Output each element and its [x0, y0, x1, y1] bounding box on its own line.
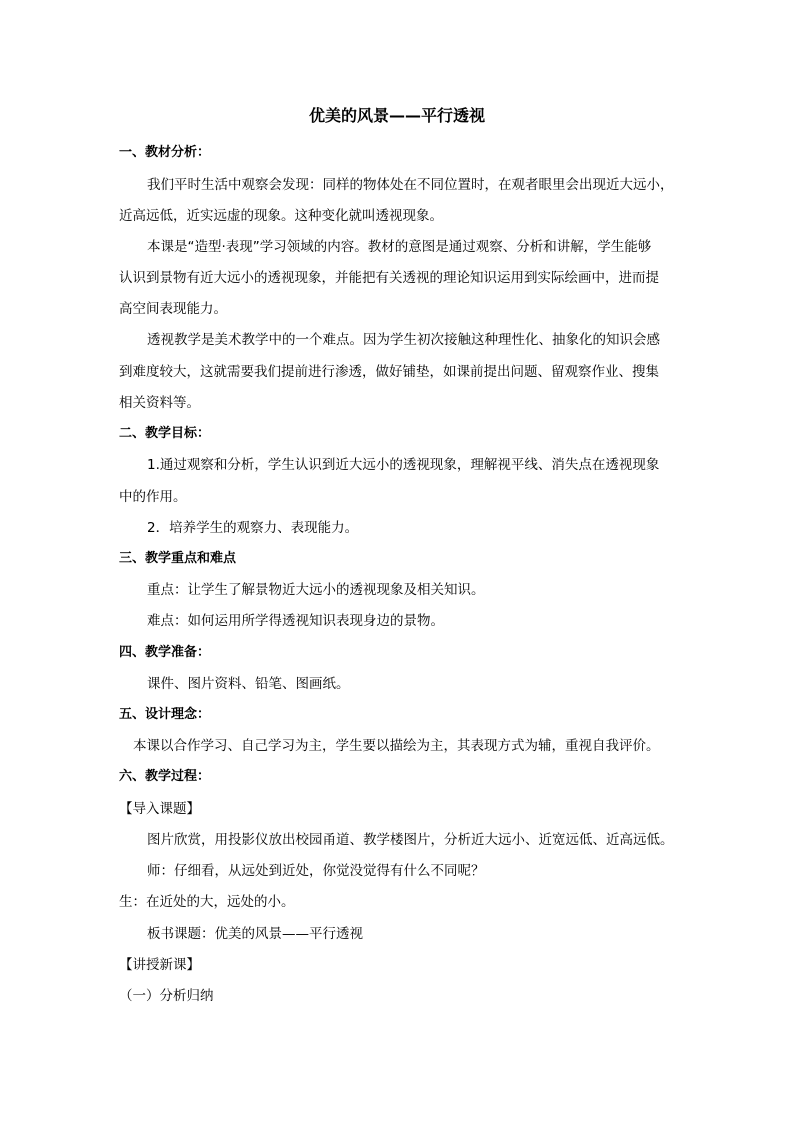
paragraph-line: 透视教学是美术教学中的一个难点。因为学生初次接触这种理性化、抽象化的知识会感 — [147, 332, 660, 348]
paragraph-line: 我们平时生活中观察会发现：同样的物体处在不同位置时，在观者眼里会出现近大远小， — [147, 177, 674, 193]
subheading-new-lesson: 【讲授新课】 — [119, 957, 200, 973]
paragraph-line: 到难度较大，这就需要我们提前进行渗透，做好铺垫，如课前提出问题、留观察作业、搜集 — [119, 364, 659, 380]
paragraph-line: 板书课题：优美的风景——平行透视 — [147, 926, 363, 942]
paragraph-line: 1.通过观察和分析，学生认识到近大远小的透视现象，理解视平线、消失点在透视现象 — [147, 457, 660, 473]
section-heading-process: 六、教学过程： — [119, 769, 211, 784]
section-heading-key-points: 三、教学重点和难点 — [119, 551, 237, 566]
paragraph-line: 近高远低，近实远虚的现象。这种变化就叫透视现象。 — [119, 208, 443, 224]
paragraph-line: 认识到景物有近大远小的透视现象，并能把有关透视的理论知识运用到实际绘画中，进而提 — [119, 270, 659, 286]
paragraph-line: 重点：让学生了解景物近大远小的透视现象及相关知识。 — [147, 582, 485, 598]
section-heading-preparation: 四、教学准备： — [119, 645, 211, 660]
subheading-analysis-summary: （一）分析归纳 — [119, 988, 214, 1004]
paragraph-line: 相关资料等。 — [119, 395, 200, 411]
paragraph-line: 生：在近处的大，远处的小。 — [119, 894, 295, 910]
paragraph-line: 难点：如何运用所学得透视知识表现身边的景物。 — [147, 613, 444, 629]
paragraph-line: 本课是“造型·表现”学习领域的内容。教材的意图是通过观察、分析和讲解，学生能够 — [147, 239, 652, 255]
paragraph-line: 课件、图片资料、铅笔、图画纸。 — [147, 676, 350, 692]
section-heading-analysis: 一、教材分析： — [119, 145, 211, 160]
paragraph-line: 中的作用。 — [119, 489, 187, 505]
paragraph-line: 高空间表现能力。 — [119, 301, 227, 317]
subheading-introduction: 【导入课题】 — [119, 801, 200, 817]
paragraph-line: 师：仔细看，从远处到近处，你觉没觉得有什么不同呢？ — [147, 863, 485, 879]
section-heading-objectives: 二、教学目标： — [119, 426, 211, 441]
document-title: 优美的风景——平行透视 — [308, 106, 485, 125]
paragraph-line: 图片欣赏，用投影仪放出校园甬道、教学楼图片，分析近大远小、近宽远低、近高远低。 — [147, 832, 674, 848]
section-heading-design-concept: 五、设计理念： — [119, 707, 211, 722]
paragraph-line: 本课以合作学习、自己学习为主，学生要以描绘为主，其表现方式为辅，重视自我评价。 — [133, 738, 660, 754]
paragraph-line: 2．培养学生的观察力、表现能力。 — [147, 520, 359, 536]
